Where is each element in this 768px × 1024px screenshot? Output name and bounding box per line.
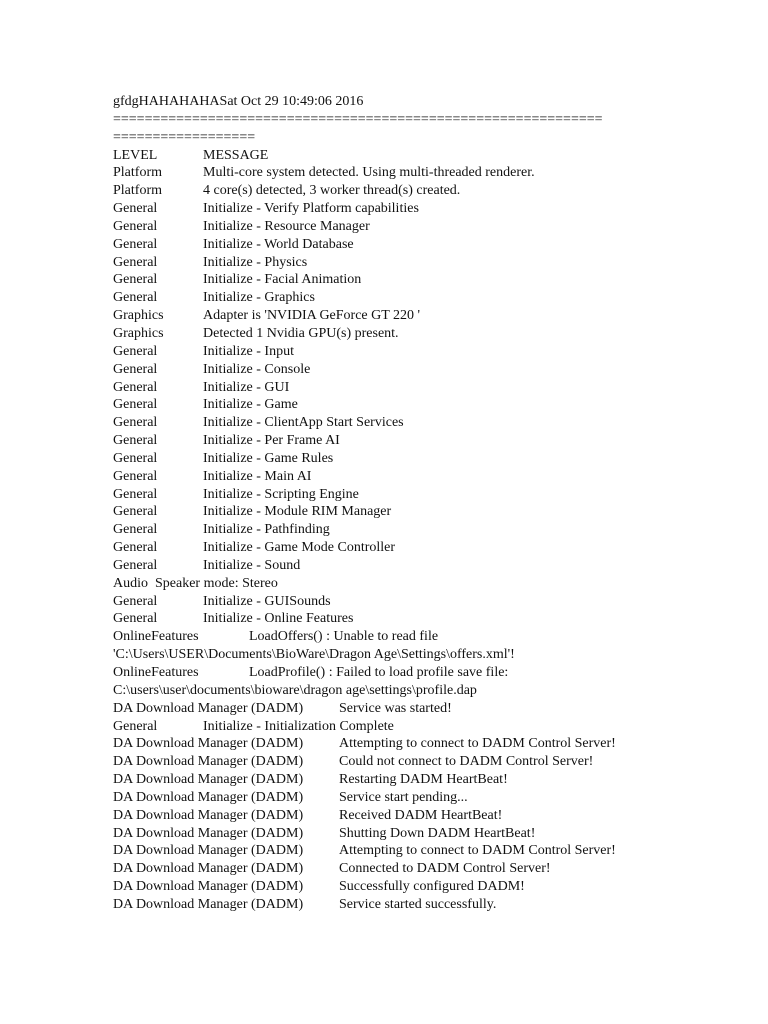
log-level: OnlineFeatures	[113, 629, 199, 645]
log-level: General	[113, 504, 158, 520]
log-message: Initialize - Module RIM Manager	[203, 504, 392, 520]
log-level: General	[113, 290, 158, 306]
separator-rule: ==============================================================	[113, 111, 603, 127]
log-level: General	[113, 433, 158, 449]
log-message: Detected 1 Nvidia GPU(s) present.	[203, 325, 399, 341]
log-message: Initialize - ClientApp Start Services	[203, 415, 404, 431]
log-level: General	[113, 593, 158, 609]
log-level: General	[113, 254, 158, 270]
log-level: DA Download Manager (DADM)	[113, 825, 304, 841]
log-message: Successfully configured DADM!	[339, 879, 525, 895]
log-level: General	[113, 201, 158, 217]
log-row	[113, 878, 653, 896]
log-message: Initialize - GUI	[203, 379, 290, 395]
log-level: OnlineFeatures	[113, 665, 199, 680]
log-level: General	[113, 611, 158, 627]
log-document	[113, 93, 653, 914]
log-row	[113, 307, 653, 325]
log-message: Initialize - Graphics	[203, 290, 315, 306]
log-row	[113, 379, 653, 397]
message-column-header: MESSAGE	[203, 147, 269, 163]
log-row	[113, 825, 653, 843]
log-row	[113, 182, 653, 200]
log-level: General	[113, 397, 158, 413]
log-message: LoadProfile() : Failed to load profile save file:	[249, 665, 509, 680]
log-row	[113, 807, 653, 825]
log-level: General	[113, 218, 158, 234]
log-level: General	[113, 415, 158, 431]
column-header-row	[113, 147, 653, 165]
log-message: 4 core(s) detected, 3 worker thread(s) created.	[203, 183, 461, 199]
log-message: Shutting Down DADM HeartBeat!	[339, 825, 536, 841]
log-row	[113, 254, 653, 272]
log-message: Initialize - Scripting Engine	[203, 486, 359, 502]
log-level: General	[113, 379, 158, 395]
log-level: General	[113, 522, 158, 538]
log-row	[113, 539, 653, 557]
log-row	[113, 432, 653, 450]
log-row	[113, 486, 653, 504]
log-row	[113, 396, 653, 414]
log-row	[113, 735, 653, 753]
log-level: DA Download Manager (DADM)	[113, 861, 304, 877]
log-row	[113, 414, 653, 432]
log-row	[113, 468, 653, 486]
log-row	[113, 236, 653, 254]
log-level: DA Download Manager (DADM)	[113, 843, 304, 859]
log-level: General	[113, 486, 158, 502]
log-row	[113, 289, 653, 307]
log-message: Initialize - Console	[203, 361, 311, 377]
log-level: DA Download Manager (DADM)	[113, 789, 304, 805]
log-rows	[113, 593, 653, 629]
log-message: Could not connect to DADM Control Server!	[339, 754, 594, 770]
log-message: Initialize - Facial Animation	[203, 272, 362, 288]
log-continuation: C:\users\user\documents\bioware\dragon age\settings\profile.dap	[113, 682, 477, 698]
log-row	[113, 860, 653, 878]
log-row	[113, 200, 653, 218]
log-level: Platform	[113, 165, 162, 181]
log-message: Initialize - Input	[203, 343, 294, 359]
log-level: General	[113, 361, 158, 377]
log-row	[113, 218, 653, 236]
log-row	[113, 896, 653, 914]
log-level: General	[113, 540, 158, 556]
log-row	[113, 610, 653, 628]
log-row	[113, 700, 653, 718]
log-row	[113, 718, 653, 736]
log-message: Initialize - GUISounds	[203, 593, 331, 609]
log-message: Initialize - Game Mode Controller	[203, 540, 396, 556]
log-message: Initialize - Initialization Complete	[203, 718, 394, 734]
log-message: Initialize - Verify Platform capabilities	[203, 201, 419, 217]
log-message: Initialize - Game	[203, 397, 298, 413]
log-level: DA Download Manager (DADM)	[113, 896, 304, 912]
log-message: Received DADM HeartBeat!	[339, 807, 503, 823]
log-level: DA Download Manager (DADM)	[113, 736, 304, 752]
log-continuation: 'C:\Users\USER\Documents\BioWare\Dragon Age\Settings\offers.xml'!	[113, 647, 515, 663]
log-row	[113, 361, 653, 379]
log-message: LoadOffers() : Unable to read file	[249, 629, 439, 645]
log-level: General	[113, 450, 158, 466]
log-message: Initialize - Physics	[203, 254, 308, 270]
log-message: Service start pending...	[339, 789, 468, 805]
log-level: DA Download Manager (DADM)	[113, 879, 304, 895]
log-level: General	[113, 343, 158, 359]
log-message: Adapter is 'NVIDIA GeForce GT 220 '	[203, 308, 421, 324]
log-row	[113, 503, 653, 521]
log-row	[113, 753, 653, 771]
log-message: Multi-core system detected. Using multi-threaded renderer.	[203, 165, 535, 181]
log-message: Initialize - World Database	[203, 236, 354, 252]
log-message: Attempting to connect to DADM Control Server!	[339, 843, 616, 859]
log-row	[113, 450, 653, 468]
log-level: General	[113, 272, 158, 288]
log-message: Attempting to connect to DADM Control Server!	[339, 736, 616, 752]
log-row	[113, 789, 653, 807]
log-row	[113, 557, 653, 575]
log-level: General	[113, 468, 158, 484]
log-message: Service started successfully.	[339, 896, 497, 912]
log-level: Graphics	[113, 325, 164, 341]
log-row	[113, 343, 653, 361]
log-level: DA Download Manager (DADM)	[113, 700, 304, 716]
log-message: Initialize - Game Rules	[203, 450, 334, 466]
log-row	[113, 325, 653, 343]
log-level: General	[113, 557, 158, 573]
log-level: General	[113, 718, 158, 734]
log-message: Service was started!	[339, 700, 452, 716]
log-row	[113, 842, 653, 860]
log-row	[113, 664, 653, 682]
log-row	[113, 771, 653, 789]
separator-rule: ==================	[113, 129, 256, 145]
log-row	[113, 271, 653, 289]
log-row	[113, 593, 653, 611]
level-column-header: LEVEL	[113, 147, 158, 163]
log-row	[113, 628, 653, 646]
audio-log-line: Audio Speaker mode: Stereo	[113, 575, 278, 591]
log-row	[113, 164, 653, 182]
log-level: General	[113, 236, 158, 252]
log-level: Graphics	[113, 308, 164, 324]
log-title: gfdgHAHAHAHASat Oct 29 10:49:06 2016	[113, 94, 364, 109]
log-message: Initialize - Per Frame AI	[203, 433, 340, 449]
log-message: Initialize - Resource Manager	[203, 218, 370, 234]
log-row	[113, 521, 653, 539]
log-message: Initialize - Pathfinding	[203, 522, 330, 538]
log-message: Initialize - Sound	[203, 557, 301, 573]
log-level: Platform	[113, 183, 162, 199]
log-level: DA Download Manager (DADM)	[113, 807, 304, 823]
log-message: Initialize - Main AI	[203, 468, 312, 484]
log-message: Restarting DADM HeartBeat!	[339, 772, 508, 788]
log-level: DA Download Manager (DADM)	[113, 754, 304, 770]
log-rows	[113, 164, 653, 574]
log-message: Initialize - Online Features	[203, 611, 354, 627]
log-rows	[113, 735, 653, 913]
log-message: Connected to DADM Control Server!	[339, 861, 551, 877]
log-level: DA Download Manager (DADM)	[113, 772, 304, 788]
